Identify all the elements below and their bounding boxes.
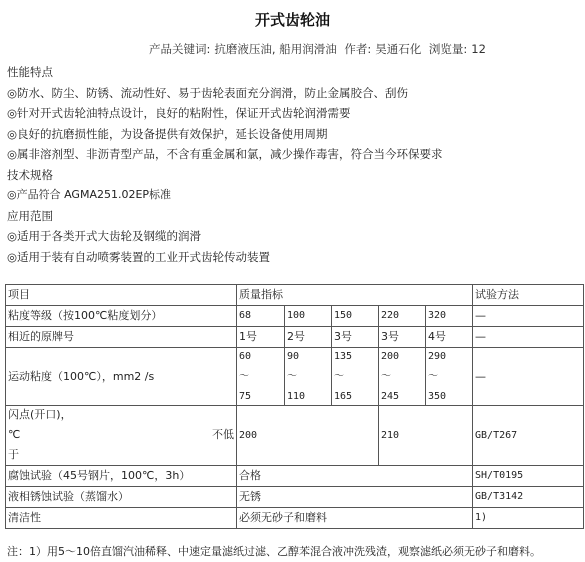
table-row [6, 306, 584, 327]
viscosity-max: 350 [428, 390, 447, 402]
table-row [6, 327, 584, 348]
grade-value: 220 [379, 306, 426, 327]
brand-value: 1号 [237, 327, 285, 348]
product-meta [0, 41, 585, 57]
method-value: — [473, 348, 584, 406]
brand-value: 3号 [379, 327, 426, 348]
viscosity-min: 200 [381, 350, 400, 362]
method-value: — [473, 306, 584, 327]
application-item: ◎适用于装有自动喷雾装置的工业开式齿轮传动装置 [7, 249, 271, 264]
feature-item: ◎良好的抗磨损性能，为设备提供有效保护，延长设备使用周期 [7, 126, 328, 141]
application-item: ◎适用于各类开式大齿轮及钢缆的润滑 [7, 229, 202, 243]
tilde: ～ [428, 370, 438, 382]
header-quality: 质量指标 [237, 285, 473, 306]
flash-value: 200 [237, 406, 379, 466]
flash-min-label: 不低 [212, 427, 234, 441]
viscosity-cell [379, 348, 426, 406]
table-row [6, 466, 584, 487]
flash-min-suffix: 于 [8, 447, 19, 461]
table-row [6, 406, 584, 466]
row-label: 清洁性 [6, 508, 237, 529]
row-label: 液相锈蚀试验（蒸馏水） [6, 487, 237, 508]
brand-value: 2号 [285, 327, 332, 348]
table-footnote: 注：1）用5～10倍直馏汽油稀释、中速定量滤纸过滤、乙醇苯混合液冲洗残渣，观察滤纸必须无砂子和磨料。 [7, 545, 541, 558]
viscosity-cell [332, 348, 379, 406]
product-description [7, 62, 582, 267]
viscosity-min: 60 [239, 350, 252, 362]
viscosity-cell [285, 348, 332, 406]
table-row [6, 487, 584, 508]
author-value: 昊通石化 [375, 42, 422, 56]
keywords-label: 产品关键词: [149, 42, 211, 56]
viscosity-max: 110 [287, 390, 306, 402]
row-label: 腐蚀试验（45号钢片，100℃，3h） [6, 466, 237, 487]
tilde: ～ [239, 370, 249, 382]
viscosity-cell [237, 348, 285, 406]
keywords-value[interactable]: 抗磨液压油, 船用润滑油 [214, 42, 337, 56]
grade-value: 68 [237, 306, 285, 327]
tilde: ～ [381, 370, 391, 382]
table-row [6, 508, 584, 529]
header-method: 试验方法 [473, 285, 584, 306]
method-value: SH/T0195 [473, 466, 584, 487]
row-label: 相近的原牌号 [6, 327, 237, 348]
row-label: 运动粘度（100℃），mm2 /s [6, 348, 237, 406]
applications-heading: 应用范围 [7, 208, 53, 223]
spec-standard: ◎产品符合 AGMA251.02EP标准 [7, 188, 172, 201]
feature-item: ◎针对开式齿轮油特点设计，良好的粘附性，保证开式齿轮润滑需要 [7, 106, 351, 120]
author-label: 作者: [344, 42, 372, 56]
brand-value: 3号 [332, 327, 379, 348]
row-label: 粘度等级（按100℃粘度划分） [6, 306, 237, 327]
viscosity-min: 290 [428, 350, 447, 362]
method-value: GB/T3142 [473, 487, 584, 508]
views-value: 12 [471, 42, 486, 56]
rust-value: 无锈 [237, 487, 473, 508]
viscosity-max: 245 [381, 390, 400, 402]
viscosity-cell [426, 348, 473, 406]
table-header-row [6, 285, 584, 306]
features-heading: 性能特点 [7, 65, 53, 79]
corrosion-value: 合格 [237, 466, 473, 487]
tilde: ～ [334, 370, 344, 382]
table-row [6, 348, 584, 406]
feature-item: ◎属非溶剂型、非沥青型产品，不含有重金属和氯，减少操作毒害，符合当今环保要求 [7, 147, 443, 161]
viscosity-min: 135 [334, 350, 353, 362]
method-value: — [473, 327, 584, 348]
page-title: 开式齿轮油 [254, 11, 330, 29]
views-label: 浏览量: [428, 42, 468, 56]
spec-heading: 技术规格 [7, 167, 53, 182]
tilde: ～ [287, 370, 297, 382]
flash-label-cell [6, 406, 237, 466]
grade-value: 320 [426, 306, 473, 327]
spec-table [5, 284, 584, 529]
grade-value: 150 [332, 306, 379, 327]
viscosity-max: 75 [239, 390, 252, 402]
flash-value: 210 [379, 406, 473, 466]
flash-label: 闪点(开口)， [8, 407, 72, 421]
viscosity-min: 90 [287, 350, 300, 362]
feature-item: ◎防水、防尘、防锈、流动性好、易于齿轮表面充分润滑，防止金属胶合、刮伤 [7, 85, 409, 100]
method-value: GB/T267 [473, 406, 584, 466]
flash-unit: ℃ [8, 427, 21, 441]
method-value: 1) [473, 508, 584, 529]
grade-value: 100 [285, 306, 332, 327]
brand-value: 4号 [426, 327, 473, 348]
header-item: 项目 [6, 285, 237, 306]
viscosity-max: 165 [334, 390, 353, 402]
clean-value: 必须无砂子和磨料 [237, 508, 473, 529]
